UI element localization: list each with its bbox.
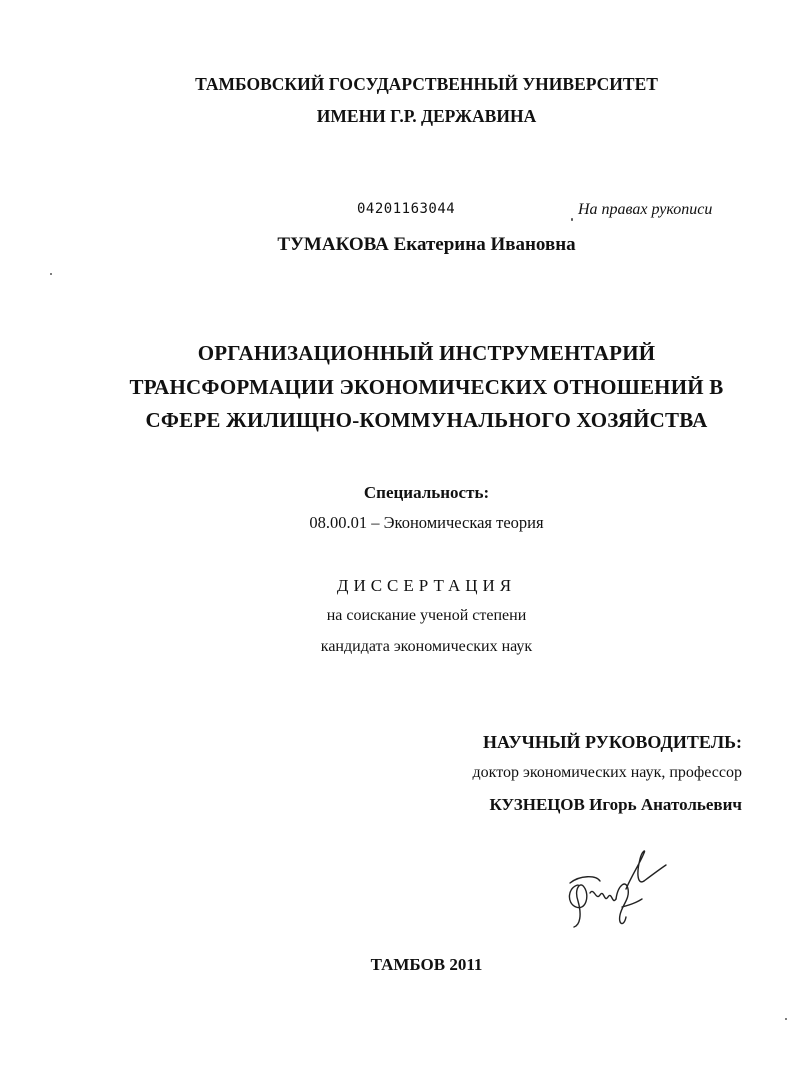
dissertation-title-line2: ТРАНСФОРМАЦИИ ЭКОНОМИЧЕСКИХ ОТНОШЕНИЙ В xyxy=(129,375,724,399)
handwritten-signature-icon xyxy=(560,845,670,930)
scan-speck xyxy=(571,218,573,221)
rights-note: На правах рукописи xyxy=(578,201,713,218)
degree-line2: кандидата экономических наук xyxy=(320,638,533,655)
author-name xyxy=(0,235,793,254)
dissertation-title-line3: СФЕРЕ ЖИЛИЩНО-КОММУНАЛЬНОГО ХОЗЯЙСТВА xyxy=(145,408,708,432)
advisor-given-names: Игорь Анатольевич xyxy=(589,795,742,814)
scan-speck xyxy=(50,273,52,275)
author-surname: ТУМАКОВА xyxy=(277,234,389,255)
dissertation-label: ДИССЕРТАЦИЯ xyxy=(336,576,517,595)
advisor-surname: КУЗНЕЦОВ xyxy=(489,795,585,814)
advisor-heading: НАУЧНЫЙ РУКОВОДИТЕЛЬ: xyxy=(483,732,742,752)
university-name-line1: ТАМБОВСКИЙ ГОСУДАРСТВЕННЫЙ УНИВЕРСИТЕТ xyxy=(195,74,658,94)
advisor-name xyxy=(490,796,742,813)
university-name-line2: ИМЕНИ Г.Р. ДЕРЖАВИНА xyxy=(316,106,537,126)
advisor-title: доктор экономических наук, профессор xyxy=(472,764,742,781)
specialty-value: 08.00.01 – Экономическая теория xyxy=(309,513,544,532)
city-year: ТАМБОВ 2011 xyxy=(370,955,483,974)
author-given-names: Екатерина Ивановна xyxy=(393,234,576,255)
dissertation-title-line1: ОРГАНИЗАЦИОННЫЙ ИНСТРУМЕНТАРИЙ xyxy=(197,341,656,365)
specialty-heading: Специальность: xyxy=(363,483,490,502)
degree-line1: на соискание ученой степени xyxy=(326,607,527,624)
scan-speck xyxy=(785,1018,787,1020)
record-code: 04201163044 xyxy=(357,201,456,217)
